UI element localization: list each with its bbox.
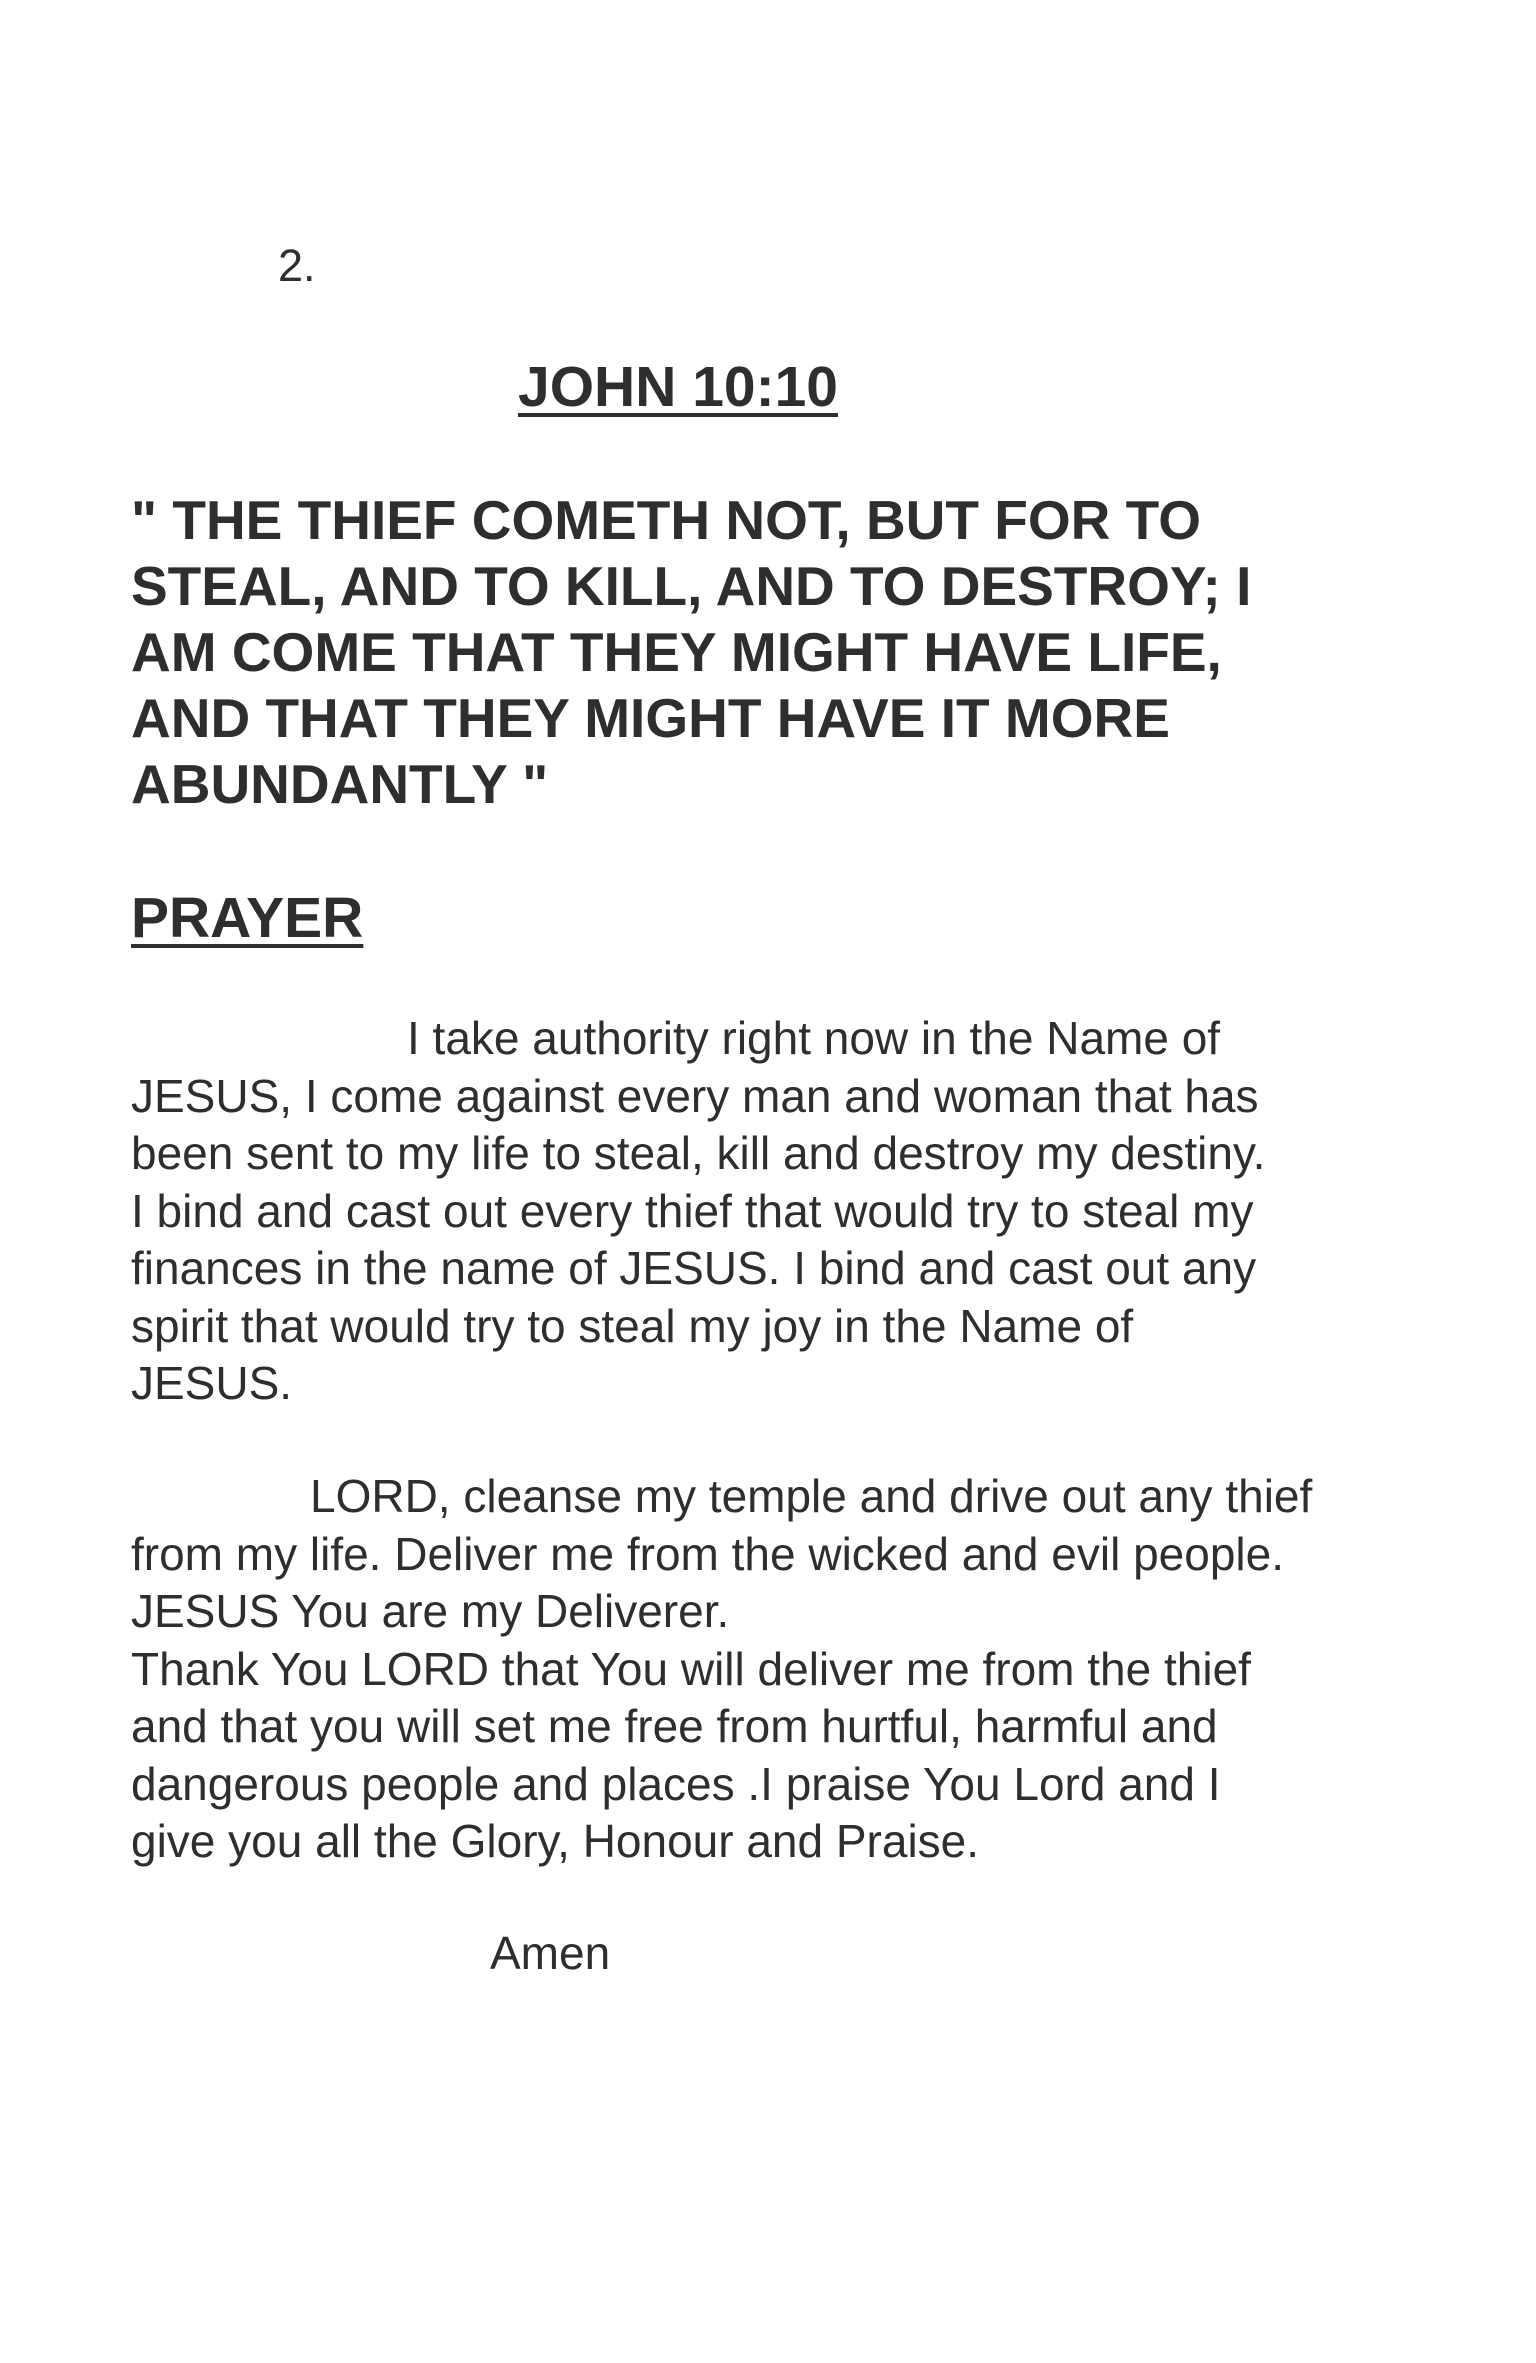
- paragraph-line: LORD, cleanse my temple and drive out any thief: [310, 1470, 1313, 1522]
- paragraph-line: dangerous people and places .I praise You Lord and I: [131, 1757, 1221, 1810]
- paragraph-line: from my life. Deliver me from the wicked and evil people.: [131, 1527, 1284, 1580]
- prayer-heading: PRAYER: [131, 886, 364, 950]
- paragraph-line: I take authority right now in the Name of: [407, 1012, 1221, 1064]
- paragraph-line: spirit that would try to steal my joy in the Name of: [131, 1299, 1134, 1352]
- page-number: 2.: [278, 240, 316, 291]
- verse-line: AND THAT THEY MIGHT HAVE IT MORE: [131, 687, 1170, 749]
- verse-line: AM COME THAT THEY MIGHT HAVE LIFE,: [131, 621, 1222, 683]
- paragraph-line: been sent to my life to steal, kill and destroy my destiny.: [131, 1127, 1266, 1179]
- paragraph-line: JESUS You are my Deliverer.: [131, 1585, 730, 1637]
- verse-line: " THE THIEF COMETH NOT, BUT FOR TO: [131, 489, 1202, 551]
- paragraph-line: finances in the name of JESUS. I bind and cast out any: [131, 1242, 1257, 1294]
- verse-line: STEAL, AND TO KILL, AND TO DESTROY; I: [131, 555, 1252, 617]
- paragraph-line: I bind and cast out every thief that would try to steal my: [131, 1184, 1254, 1237]
- scripture-verse: [131, 487, 1391, 817]
- prayer-paragraph-2: [131, 1468, 1431, 1871]
- paragraph-line: JESUS.: [131, 1357, 293, 1409]
- paragraph-line: give you all the Glory, Honour and Praise.: [131, 1815, 980, 1867]
- paragraph-line: and that you will set me free from hurtful, harmful and: [131, 1700, 1218, 1752]
- verse-line: ABUNDANTLY ": [131, 753, 549, 815]
- closing-amen: Amen: [490, 1927, 611, 1979]
- prayer-paragraph-1: [131, 1010, 1431, 1413]
- paragraph-line: Thank You LORD that You will deliver me from the thief: [131, 1642, 1251, 1695]
- scripture-reference: JOHN 10:10: [518, 355, 838, 419]
- paragraph-line: JESUS, I come against every man and woman that has: [131, 1069, 1259, 1122]
